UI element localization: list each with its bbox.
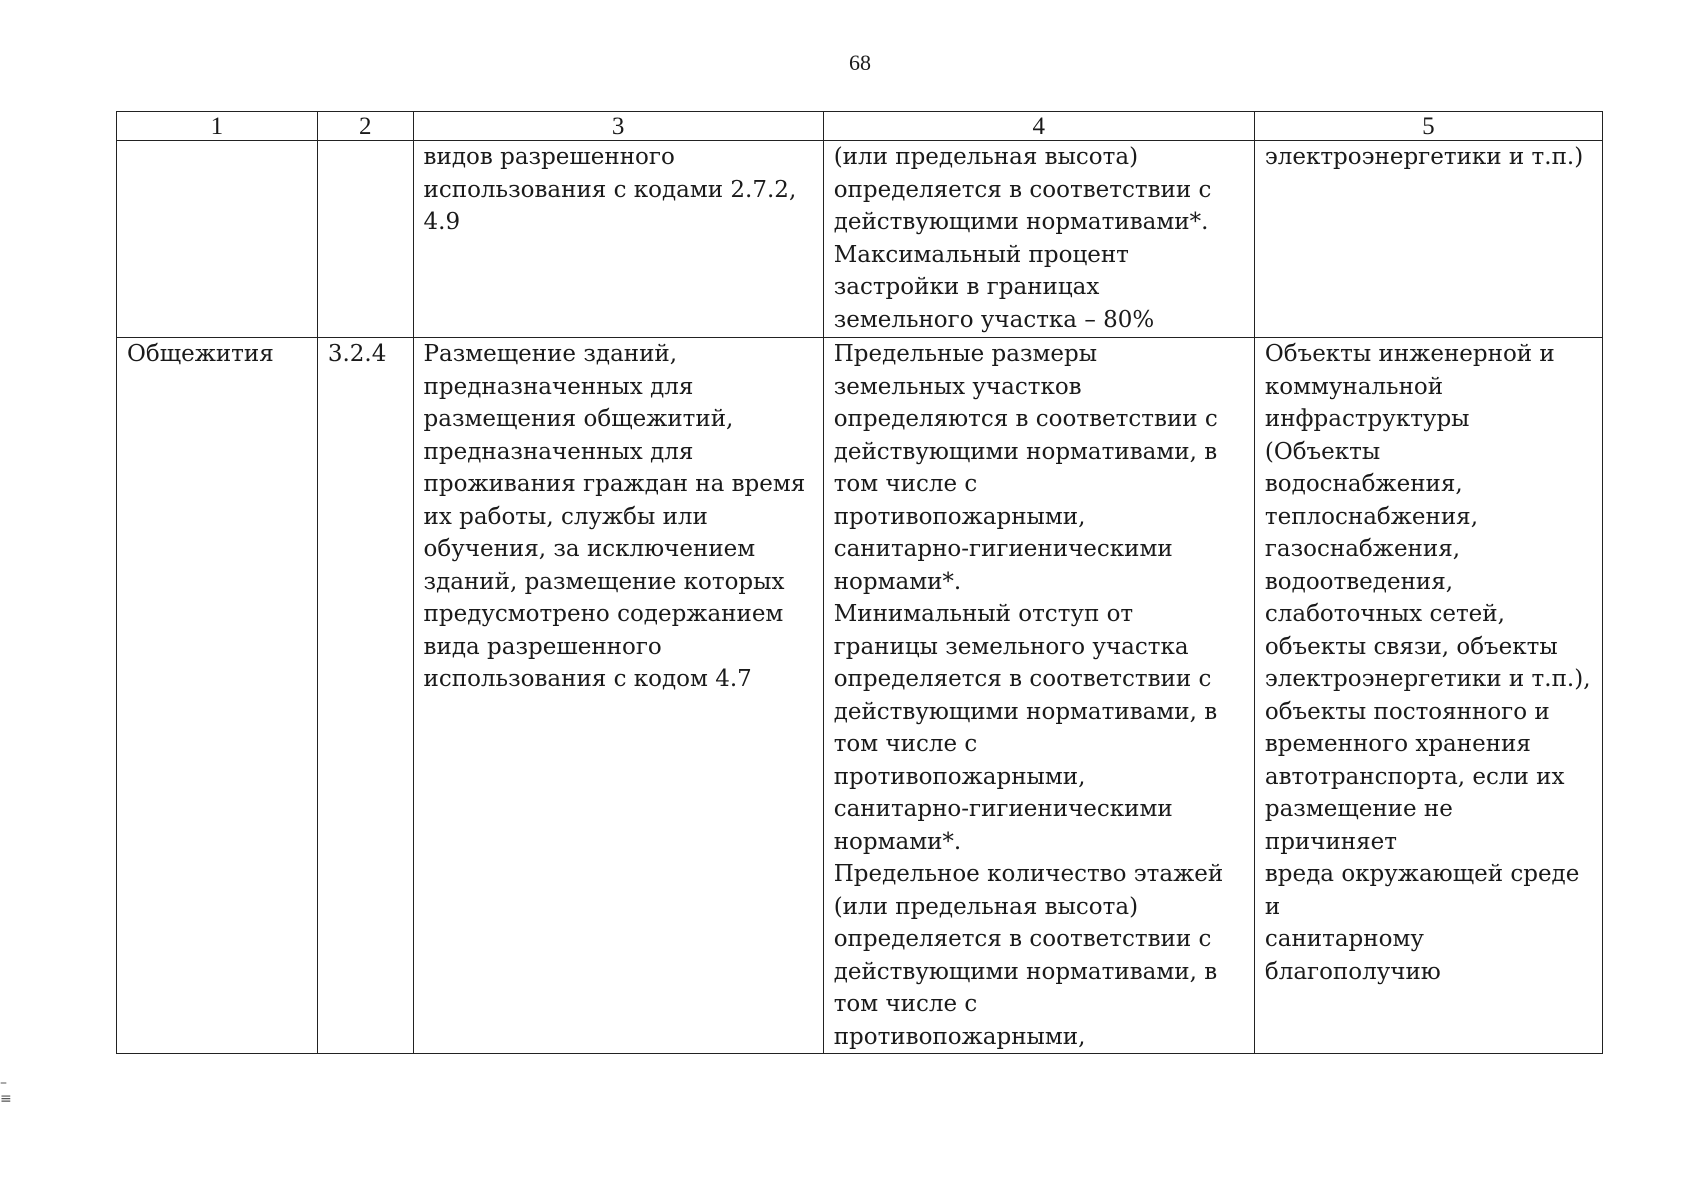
margin-scan-mark: – ≡ bbox=[0, 1075, 12, 1107]
page-number: 68 bbox=[849, 50, 871, 75]
auxiliary-uses-cell: Объекты инженерной и коммунальной инфраструктуры (Объекты водоснабжения, теплоснабжения, газоснабжения, водоотведения, слаботочных сетей, объекты связи, объекты электроэнергетики и т.п.), объекты постоянного и временного хранения автотранспорта, если их размещение не причиняет вреда окружающей среде и санитарному благополучию bbox=[1254, 338, 1602, 1054]
column-header-5: 5 bbox=[1254, 112, 1602, 141]
column-header-2: 2 bbox=[317, 112, 413, 141]
land-use-table bbox=[116, 111, 1603, 1054]
use-code-cell bbox=[317, 141, 413, 338]
table-row bbox=[117, 141, 1603, 338]
use-code-cell: 3.2.4 bbox=[317, 338, 413, 1054]
auxiliary-uses-cell: электроэнергетики и т.п.) bbox=[1254, 141, 1602, 338]
table-row bbox=[117, 338, 1603, 1054]
use-type-name-cell bbox=[117, 141, 318, 338]
column-header-4: 4 bbox=[823, 112, 1254, 141]
table-header-row bbox=[117, 112, 1603, 141]
column-header-1: 1 bbox=[117, 112, 318, 141]
parameters-cell: Предельные размеры земельных участков определяются в соответствии с действующими нормативами, в том числе с противопожарными, санитарно-гигиеническими нормами*. Минимальный отступ от границы земельного участка определяется в соответствии с действующими нормативами, в том числе с противопожарными, санитарно-гигиеническими нормами*. Предельное количество этажей (или предельная высота) определяется в соответствии с действующими нормативами, в том числе с противопожарными, bbox=[823, 338, 1254, 1054]
column-header-3: 3 bbox=[413, 112, 823, 141]
parameters-cell: (или предельная высота) определяется в соответствии с действующими нормативами*. Максимальный процент застройки в границах земельного участка – 80% bbox=[823, 141, 1254, 338]
use-type-name-cell: Общежития bbox=[117, 338, 318, 1054]
use-description-cell: Размещение зданий, предназначенных для размещения общежитий, предназначенных для проживания граждан на время их работы, службы или обучения, за исключением зданий, размещение которых предусмотрено содержанием вида разрешенного использования с кодом 4.7 bbox=[413, 338, 823, 1054]
use-description-cell: видов разрешенного использования с кодами 2.7.2, 4.9 bbox=[413, 141, 823, 338]
